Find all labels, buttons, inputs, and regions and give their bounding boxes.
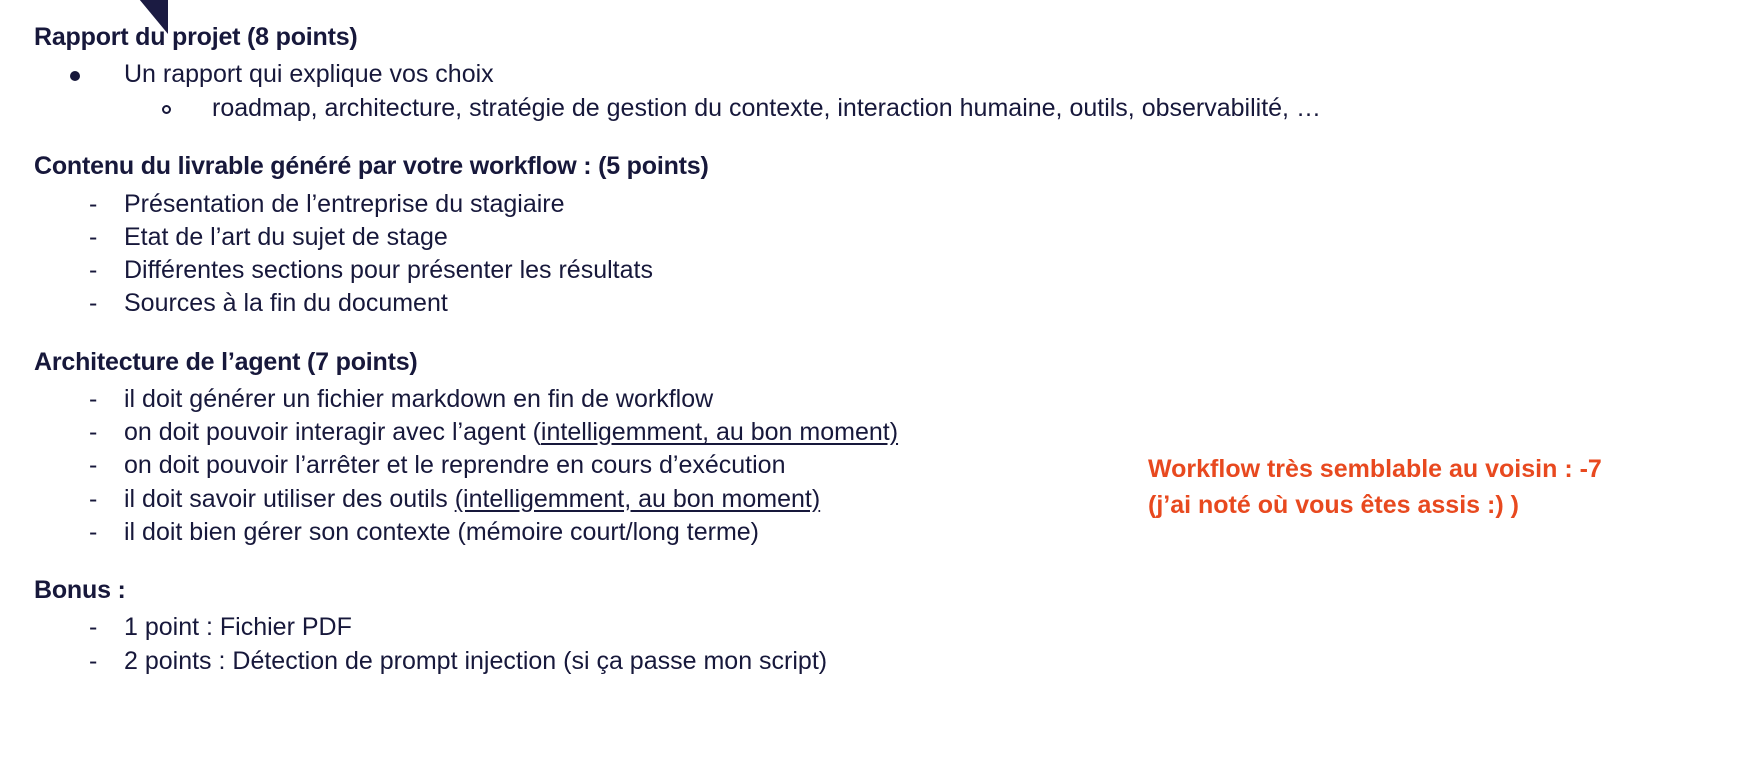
list-item: roadmap, architecture, stratégie de gestion du contexte, interaction humaine, outils, observabilité, …	[34, 92, 1709, 126]
list-item: - 1 point : Fichier PDF	[34, 611, 1709, 644]
warning-note-line2: (j’ai noté où vous êtes assis :) )	[1148, 490, 1519, 519]
section-bonus	[34, 575, 1709, 678]
list-item-text: on doit pouvoir interagir avec l’agent (	[124, 418, 541, 446]
list-item-underlined: intelligemment, au bon moment)	[540, 418, 899, 446]
section-heading-rapport: Rapport du projet (8 points)	[34, 23, 358, 51]
list-item	[34, 416, 1709, 449]
list-item: - Sources à la fin du document	[34, 287, 1709, 320]
contenu-dash-list	[34, 188, 1709, 321]
list-item-text: il doit savoir utiliser des outils	[124, 484, 455, 513]
list-item: - 2 points : Détection de prompt injection (si ça passe mon script)	[34, 645, 1709, 678]
section-heading-contenu: Contenu du livrable généré par votre workflow : (5 points)	[34, 152, 709, 181]
warning-note-line1: Workflow très semblable au voisin : -7	[1148, 455, 1602, 483]
rapport-bullet-list	[34, 58, 1709, 92]
list-item-text: il doit bien gérer son contexte (mémoire court/long terme)	[124, 517, 760, 546]
list-item: - Etat de l’art du sujet de stage	[34, 221, 1709, 254]
list-item-text: on doit pouvoir l’arrêter et le reprendre en cours d’exécution	[124, 451, 786, 480]
section-contenu-livrable	[34, 151, 1709, 320]
warning-note	[1148, 452, 1728, 523]
list-item: - Différentes sections pour présenter les résultats	[34, 254, 1709, 287]
section-heading-architecture: Architecture de l’agent (7 points)	[34, 347, 418, 376]
section-rapport	[34, 22, 1709, 125]
list-item: Un rapport qui explique vos choix	[34, 58, 1709, 92]
list-item-underlined: (intelligemment, au bon moment)	[454, 484, 821, 513]
list-item	[34, 383, 1709, 416]
list-item-text: il doit générer un fichier markdown en fin de workflow	[124, 384, 714, 413]
rapport-sub-bullet-list	[34, 92, 1709, 126]
bonus-dash-list	[34, 611, 1709, 678]
section-heading-bonus: Bonus :	[34, 576, 126, 604]
list-item: - Présentation de l’entreprise du stagiaire	[34, 188, 1709, 221]
